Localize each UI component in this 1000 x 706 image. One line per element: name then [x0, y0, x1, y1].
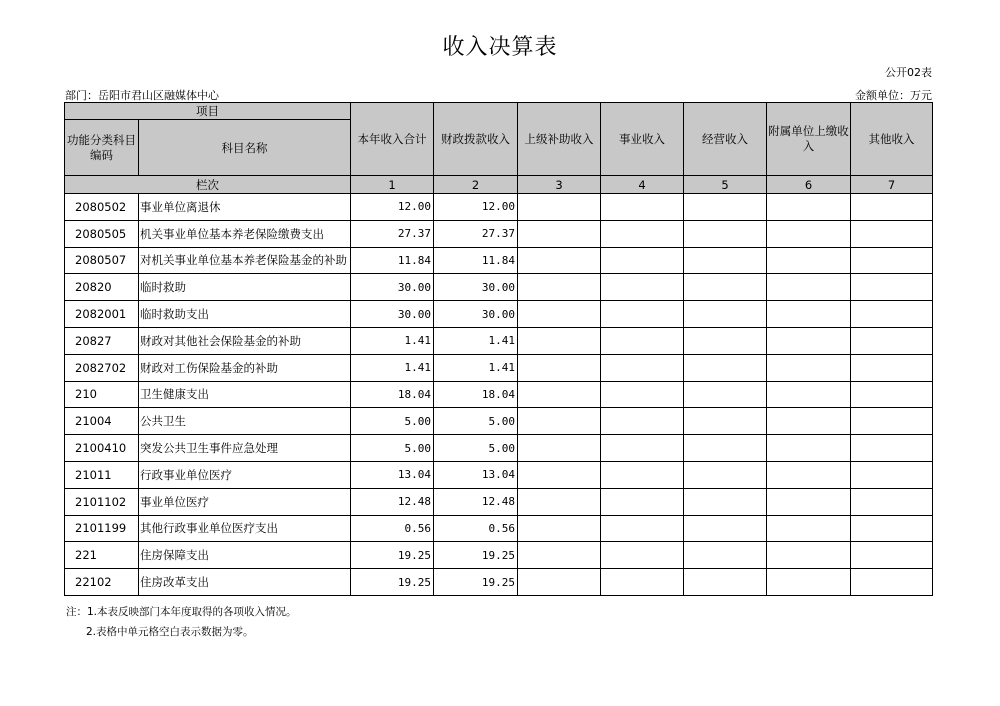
cell-total: 5.00 — [351, 408, 434, 435]
cell-fiscal: 19.25 — [434, 542, 518, 569]
cell-other — [851, 327, 933, 354]
cell-total: 0.56 — [351, 515, 434, 542]
table-row — [65, 435, 933, 462]
index-number: 7 — [851, 176, 933, 194]
cell-superior — [518, 327, 601, 354]
cell-name: 住房改革支出 — [139, 569, 351, 596]
cell-business — [601, 488, 684, 515]
cell-business — [601, 274, 684, 301]
cell-operating — [684, 327, 767, 354]
index-number: 2 — [434, 176, 518, 194]
footnote-2: 2.表格中单元格空白表示数据为零。 — [86, 626, 254, 638]
cell-code: 2101199 — [65, 515, 139, 542]
cell-total: 1.41 — [351, 354, 434, 381]
cell-superior — [518, 301, 601, 328]
cell-total: 12.48 — [351, 488, 434, 515]
cell-code: 2080507 — [65, 247, 139, 274]
cell-total: 13.04 — [351, 461, 434, 488]
cell-other — [851, 301, 933, 328]
cell-name: 公共卫生 — [139, 408, 351, 435]
cell-business — [601, 569, 684, 596]
cell-other — [851, 488, 933, 515]
cell-name: 机关事业单位基本养老保险缴费支出 — [139, 220, 351, 247]
cell-operating — [684, 435, 767, 462]
cell-name: 对机关事业单位基本养老保险基金的补助 — [139, 247, 351, 274]
cell-affiliated — [767, 274, 851, 301]
col-header-code: 功能分类科目编码 — [65, 120, 139, 176]
cell-affiliated — [767, 381, 851, 408]
cell-other — [851, 194, 933, 221]
cell-business — [601, 194, 684, 221]
cell-name: 事业单位医疗 — [139, 488, 351, 515]
cell-total: 27.37 — [351, 220, 434, 247]
cell-superior — [518, 461, 601, 488]
cell-operating — [684, 247, 767, 274]
cell-operating — [684, 220, 767, 247]
table-row — [65, 301, 933, 328]
cell-superior — [518, 274, 601, 301]
col-header-name: 科目名称 — [139, 120, 351, 176]
cell-other — [851, 247, 933, 274]
index-number: 3 — [518, 176, 601, 194]
cell-name: 卫生健康支出 — [139, 381, 351, 408]
table-row — [65, 569, 933, 596]
cell-superior — [518, 488, 601, 515]
index-number: 4 — [601, 176, 684, 194]
form-code: 公开02表 — [885, 66, 932, 79]
cell-name: 临时救助 — [139, 274, 351, 301]
col-header-superior: 上级补助收入 — [518, 103, 601, 176]
cell-name: 住房保障支出 — [139, 542, 351, 569]
cell-code: 2101102 — [65, 488, 139, 515]
cell-fiscal: 5.00 — [434, 408, 518, 435]
amount-unit-label: 金额单位：万元 — [855, 89, 932, 102]
cell-fiscal: 0.56 — [434, 515, 518, 542]
col-header-affiliated: 附属单位上缴收入 — [767, 103, 851, 176]
cell-fiscal: 30.00 — [434, 301, 518, 328]
cell-business — [601, 354, 684, 381]
cell-code: 2082001 — [65, 301, 139, 328]
cell-operating — [684, 274, 767, 301]
cell-code: 2100410 — [65, 435, 139, 462]
cell-affiliated — [767, 435, 851, 462]
cell-superior — [518, 515, 601, 542]
cell-affiliated — [767, 327, 851, 354]
cell-fiscal: 1.41 — [434, 354, 518, 381]
cell-total: 1.41 — [351, 327, 434, 354]
table-row — [65, 381, 933, 408]
cell-superior — [518, 220, 601, 247]
cell-name: 其他行政事业单位医疗支出 — [139, 515, 351, 542]
cell-operating — [684, 569, 767, 596]
cell-total: 30.00 — [351, 274, 434, 301]
cell-other — [851, 435, 933, 462]
cell-name: 突发公共卫生事件应急处理 — [139, 435, 351, 462]
cell-code: 2080502 — [65, 194, 139, 221]
cell-other — [851, 274, 933, 301]
cell-fiscal: 19.25 — [434, 569, 518, 596]
cell-fiscal: 18.04 — [434, 381, 518, 408]
cell-affiliated — [767, 194, 851, 221]
cell-other — [851, 461, 933, 488]
cell-operating — [684, 461, 767, 488]
cell-affiliated — [767, 247, 851, 274]
cell-business — [601, 327, 684, 354]
footnote-1: 注：1.本表反映部门本年度取得的各项收入情况。 — [66, 606, 297, 618]
col-header-operating: 经营收入 — [684, 103, 767, 176]
group-header-project: 项目 — [65, 103, 351, 120]
col-header-total: 本年收入合计 — [351, 103, 434, 176]
cell-fiscal: 1.41 — [434, 327, 518, 354]
cell-fiscal: 13.04 — [434, 461, 518, 488]
cell-name: 财政对工伤保险基金的补助 — [139, 354, 351, 381]
cell-affiliated — [767, 569, 851, 596]
cell-fiscal: 12.48 — [434, 488, 518, 515]
cell-code: 20820 — [65, 274, 139, 301]
cell-other — [851, 408, 933, 435]
table-row — [65, 515, 933, 542]
cell-business — [601, 461, 684, 488]
cell-business — [601, 515, 684, 542]
cell-other — [851, 220, 933, 247]
cell-other — [851, 569, 933, 596]
col-header-other: 其他收入 — [851, 103, 933, 176]
table-row — [65, 461, 933, 488]
table-row — [65, 542, 933, 569]
cell-code: 21011 — [65, 461, 139, 488]
cell-total: 12.00 — [351, 194, 434, 221]
cell-code: 221 — [65, 542, 139, 569]
table-row — [65, 220, 933, 247]
cell-total: 5.00 — [351, 435, 434, 462]
cell-superior — [518, 542, 601, 569]
cell-superior — [518, 247, 601, 274]
cell-affiliated — [767, 408, 851, 435]
index-row — [65, 176, 933, 194]
cell-affiliated — [767, 542, 851, 569]
cell-operating — [684, 354, 767, 381]
cell-business — [601, 301, 684, 328]
cell-total: 11.84 — [351, 247, 434, 274]
cell-superior — [518, 569, 601, 596]
index-label: 栏次 — [65, 176, 351, 194]
cell-fiscal: 11.84 — [434, 247, 518, 274]
cell-operating — [684, 194, 767, 221]
cell-total: 19.25 — [351, 542, 434, 569]
cell-business — [601, 408, 684, 435]
cell-operating — [684, 542, 767, 569]
cell-total: 30.00 — [351, 301, 434, 328]
cell-fiscal: 27.37 — [434, 220, 518, 247]
cell-code: 20827 — [65, 327, 139, 354]
table-row — [65, 194, 933, 221]
income-table — [64, 102, 933, 596]
col-header-business: 事业收入 — [601, 103, 684, 176]
cell-operating — [684, 381, 767, 408]
cell-superior — [518, 194, 601, 221]
cell-affiliated — [767, 461, 851, 488]
cell-code: 21004 — [65, 408, 139, 435]
table-row — [65, 488, 933, 515]
index-number: 6 — [767, 176, 851, 194]
cell-name: 临时救助支出 — [139, 301, 351, 328]
cell-affiliated — [767, 301, 851, 328]
table-row — [65, 274, 933, 301]
cell-business — [601, 220, 684, 247]
cell-other — [851, 381, 933, 408]
cell-operating — [684, 408, 767, 435]
cell-affiliated — [767, 220, 851, 247]
cell-code: 2080505 — [65, 220, 139, 247]
cell-name: 行政事业单位医疗 — [139, 461, 351, 488]
cell-business — [601, 542, 684, 569]
index-number: 5 — [684, 176, 767, 194]
cell-affiliated — [767, 488, 851, 515]
cell-code: 210 — [65, 381, 139, 408]
index-number: 1 — [351, 176, 434, 194]
cell-operating — [684, 301, 767, 328]
cell-affiliated — [767, 515, 851, 542]
table-row — [65, 408, 933, 435]
cell-fiscal: 12.00 — [434, 194, 518, 221]
cell-name: 事业单位离退休 — [139, 194, 351, 221]
cell-superior — [518, 381, 601, 408]
cell-operating — [684, 488, 767, 515]
cell-fiscal: 5.00 — [434, 435, 518, 462]
cell-business — [601, 435, 684, 462]
cell-total: 18.04 — [351, 381, 434, 408]
cell-code: 22102 — [65, 569, 139, 596]
cell-other — [851, 354, 933, 381]
cell-business — [601, 381, 684, 408]
cell-other — [851, 542, 933, 569]
cell-other — [851, 515, 933, 542]
col-header-fiscal: 财政拨款收入 — [434, 103, 518, 176]
cell-affiliated — [767, 354, 851, 381]
cell-code: 2082702 — [65, 354, 139, 381]
cell-total: 19.25 — [351, 569, 434, 596]
cell-fiscal: 30.00 — [434, 274, 518, 301]
cell-business — [601, 247, 684, 274]
cell-name: 财政对其他社会保险基金的补助 — [139, 327, 351, 354]
table-row — [65, 327, 933, 354]
cell-operating — [684, 515, 767, 542]
cell-superior — [518, 354, 601, 381]
footnotes — [66, 602, 297, 642]
report-title: 收入决算表 — [442, 35, 558, 60]
cell-superior — [518, 435, 601, 462]
department-label: 部门：岳阳市君山区融媒体中心 — [65, 89, 219, 102]
table-row — [65, 354, 933, 381]
cell-superior — [518, 408, 601, 435]
table-row — [65, 247, 933, 274]
